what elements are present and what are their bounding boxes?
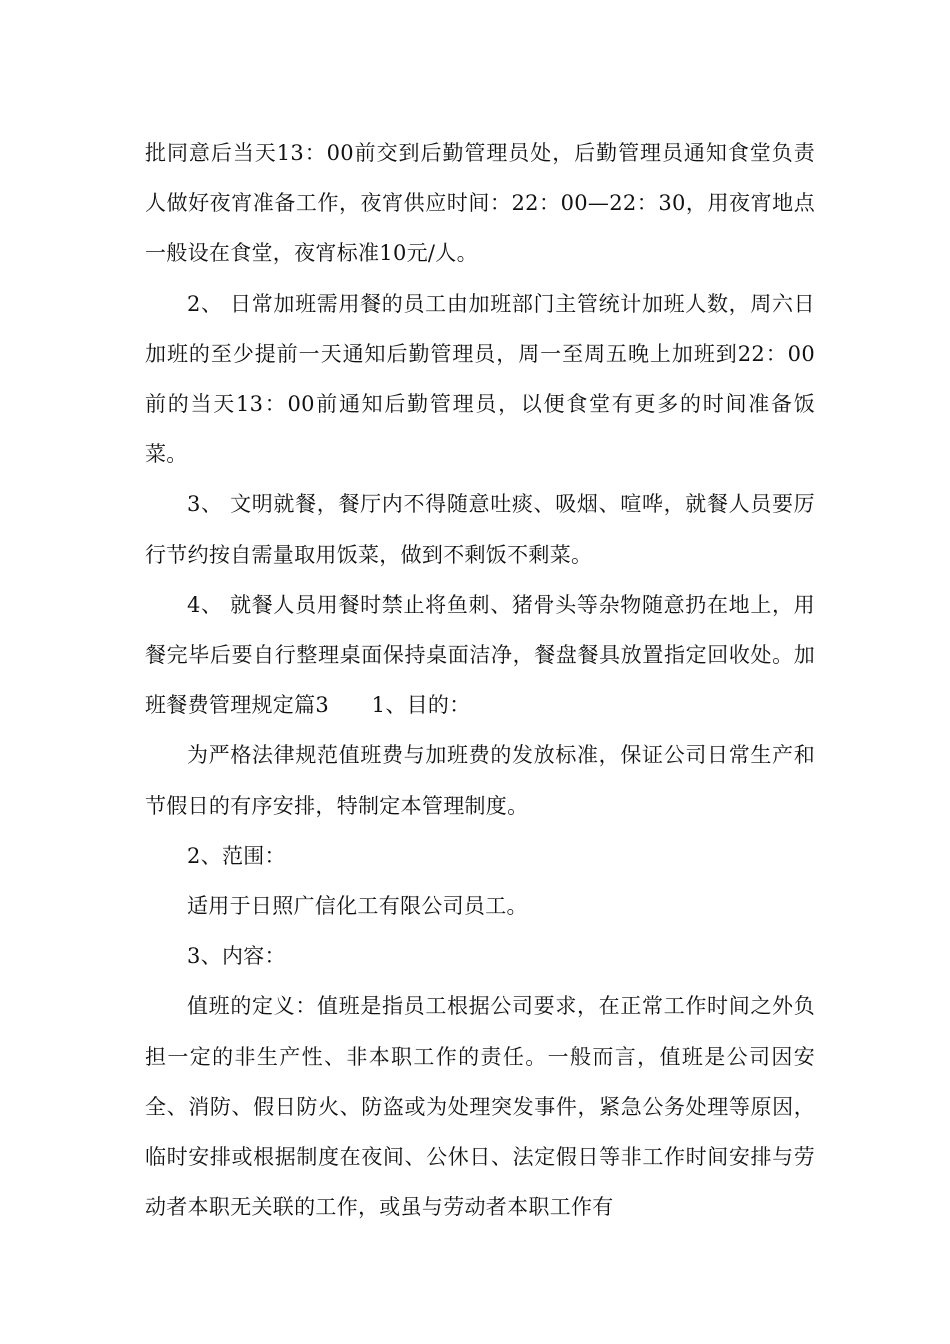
paragraph-item-3: 3、 文明就餐，餐厅内不得随意吐痰、吸烟、喧哗，就餐人员要厉行节约按自需量取用饭菜，做到不剩饭不剩菜。 (145, 492, 815, 567)
paragraph-duty-definition: 值班的定义：值班是指员工根据公司要求，在正常工作时间之外负担一定的非生产性、非本职工作的责任。一般而言，值班是公司因安全、消防、假日防火、防盗或为处理突发事件，紧急公务处理等原因，临时安排或根据制度在夜间、公休日、法定假日等非工作时间安排与劳动者本职无关联的工作，或虽与劳动者本职工作有 (145, 994, 815, 1220)
paragraph-item-2: 2、 日常加班需用餐的员工由加班部门主管统计加班人数，周六日加班的至少提前一天通知后勤管理员，周一至周五晚上加班到22：00前的当天13：00前通知后勤管理员，以便食堂有更多的时间准备饭菜。 (145, 291, 815, 467)
paragraph-purpose: 为严格法律规范值班费与加班费的发放标准，保证公司日常生产和节假日的有序安排，特制定本管理制度。 (145, 743, 815, 818)
paragraph-continuation: 批同意后当天13：00前交到后勤管理员处，后勤管理员通知食堂负责人做好夜宵准备工作，夜宵供应时间：22：00—22：30，用夜宵地点一般设在食堂，夜宵标准10元/人。 (145, 141, 815, 266)
paragraph-item-4: 4、 就餐人员用餐时禁止将鱼刺、猪骨头等杂物随意扔在地上，用餐完毕后要自行整理桌面保持桌面洁净，餐盘餐具放置指定回收处。加班餐费管理规定篇3 1、目的： (145, 592, 815, 718)
section-heading-content: 3、内容： (187, 944, 286, 969)
paragraph-scope: 适用于日照广信化工有限公司员工。 (187, 894, 528, 919)
document-body (145, 128, 815, 1232)
section-heading-scope: 2、范围： (187, 843, 286, 868)
